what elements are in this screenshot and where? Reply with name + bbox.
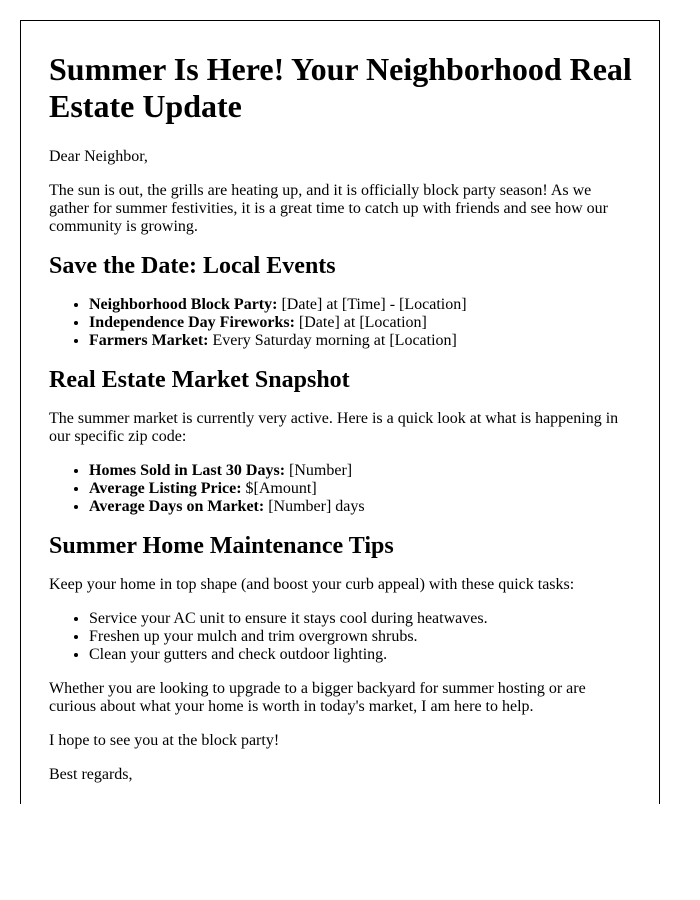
stat-label: Average Days on Market: [89, 498, 265, 515]
market-list [49, 462, 632, 516]
list-item: • Clean your gutters and check outdoor lighting. [89, 646, 632, 664]
maintenance-list [49, 610, 632, 664]
event-text: [Date] at [Time] - [Location] [277, 296, 467, 313]
maintenance-intro: Keep your home in top shape (and boost your curb appeal) with these quick tasks: [49, 576, 575, 593]
signoff: Best regards, [49, 766, 133, 783]
stat-label: Average Listing Price: [89, 480, 242, 497]
list-item: • Service your AC unit to ensure it stays cool during heatwaves. [89, 610, 632, 628]
stat-value: [Number] [285, 462, 353, 479]
market-heading: Real Estate Market Snapshot [49, 367, 350, 393]
market-intro: The summer market is currently very active. Here is a quick look at what is happening in our specific zip code: [49, 410, 619, 445]
stat-value: [Number] days [264, 498, 365, 515]
list-item: • Freshen up your mulch and trim overgrown shrubs. [89, 628, 632, 646]
list-item [89, 314, 632, 332]
list-item [89, 296, 632, 314]
maintenance-heading: Summer Home Maintenance Tips [49, 533, 394, 559]
event-text: Every Saturday morning at [Location] [208, 332, 457, 349]
event-label: Farmers Market: [89, 332, 209, 349]
list-item [89, 480, 632, 498]
stat-label: Homes Sold in Last 30 Days: [89, 462, 286, 479]
closing-paragraph: Whether you are looking to upgrade to a bigger backyard for summer hosting or are curious about what your home is worth in today's market, I am here to help. [49, 680, 586, 715]
events-list [49, 296, 632, 350]
event-label: Neighborhood Block Party: [89, 296, 278, 313]
letter-content [21, 21, 659, 784]
letter-page [20, 20, 660, 804]
event-text: [Date] at [Location] [294, 314, 427, 331]
stat-value: $[Amount] [241, 480, 317, 497]
hope-line: I hope to see you at the block party! [49, 732, 280, 749]
greeting: Dear Neighbor, [49, 148, 148, 165]
intro-paragraph: The sun is out, the grills are heating up, and it is officially block party season! As we gather for summer festivities, it is a great time to catch up with friends and see how our community is growing. [49, 182, 608, 235]
events-heading: Save the Date: Local Events [49, 253, 336, 279]
list-item [89, 498, 632, 516]
page-title: Summer Is Here! Your Neighborhood Real Estate Update [49, 51, 632, 124]
list-item [89, 462, 632, 480]
list-item [89, 332, 632, 350]
event-label: Independence Day Fireworks: [89, 314, 295, 331]
